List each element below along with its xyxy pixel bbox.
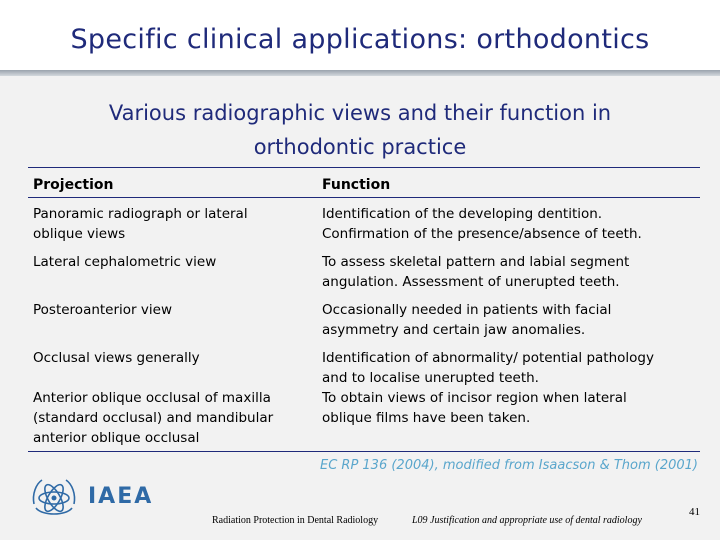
table-row-3-function bbox=[322, 300, 692, 340]
cell-line: Occasionally needed in patients with facial bbox=[322, 302, 612, 318]
cell-line: Panoramic radiograph or lateral bbox=[33, 206, 248, 222]
cell-line: angulation. Assessment of unerupted teeth. bbox=[322, 274, 620, 290]
subtitle-line-2: orthodontic practice bbox=[253, 135, 467, 159]
cell-line: asymmetry and certain jaw anomalies. bbox=[322, 322, 586, 338]
title-divider bbox=[0, 70, 720, 76]
table-row-2-function bbox=[322, 252, 692, 292]
slide-title: Specific clinical applications: orthodontics bbox=[70, 24, 650, 55]
cell-line: Identification of abnormality/ potential pathology bbox=[322, 350, 654, 366]
source-citation: EC RP 136 (2004), modified from Isaacson & Thom (2001) bbox=[319, 458, 698, 473]
cell-line: oblique views bbox=[33, 226, 126, 242]
cell-line: Identification of the developing dentition. bbox=[322, 206, 603, 222]
header-projection: Projection bbox=[33, 177, 114, 193]
cell-line: (standard occlusal) and mandibular bbox=[33, 410, 274, 426]
cell-line: Confirmation of the presence/absence of teeth. bbox=[322, 226, 642, 242]
cell-line: Posteroanterior view bbox=[33, 302, 172, 318]
cell-line: and to localise unerupted teeth. bbox=[322, 370, 539, 386]
table-top-rule bbox=[28, 167, 700, 168]
header-function: Function bbox=[322, 177, 391, 193]
atom-emblem-icon bbox=[28, 474, 80, 524]
table-row-3-projection bbox=[33, 300, 303, 320]
table-row-1-function bbox=[322, 204, 692, 244]
page-number: 41 bbox=[689, 506, 700, 518]
table-row-2-projection bbox=[33, 252, 303, 272]
footer-course-title: Radiation Protection in Dental Radiology bbox=[212, 515, 379, 526]
table-header-rule bbox=[28, 197, 700, 198]
cell-line: Occlusal views generally bbox=[33, 350, 200, 366]
table-row-4-projection bbox=[33, 348, 303, 448]
cell-line: Anterior oblique occlusal of maxilla bbox=[33, 390, 271, 406]
cell-line: To assess skeletal pattern and labial segment bbox=[322, 254, 630, 270]
table-row-1-projection bbox=[33, 204, 303, 244]
cell-spacer bbox=[33, 368, 303, 388]
footer-lecture-title: L09 Justification and appropriate use of dental radiology bbox=[412, 515, 642, 526]
logo-text: IAEA bbox=[88, 484, 154, 509]
subtitle-line-1: Various radiographic views and their function in bbox=[108, 101, 612, 125]
cell-line: oblique films have been taken. bbox=[322, 410, 531, 426]
iaea-logo bbox=[28, 474, 168, 524]
cell-line: To obtain views of incisor region when lateral bbox=[322, 390, 627, 406]
table-bottom-rule bbox=[28, 451, 700, 452]
cell-line: Lateral cephalometric view bbox=[33, 254, 217, 270]
slide-subtitle bbox=[40, 96, 680, 164]
cell-line: anterior oblique occlusal bbox=[33, 430, 200, 446]
table-row-4-function bbox=[322, 348, 692, 428]
